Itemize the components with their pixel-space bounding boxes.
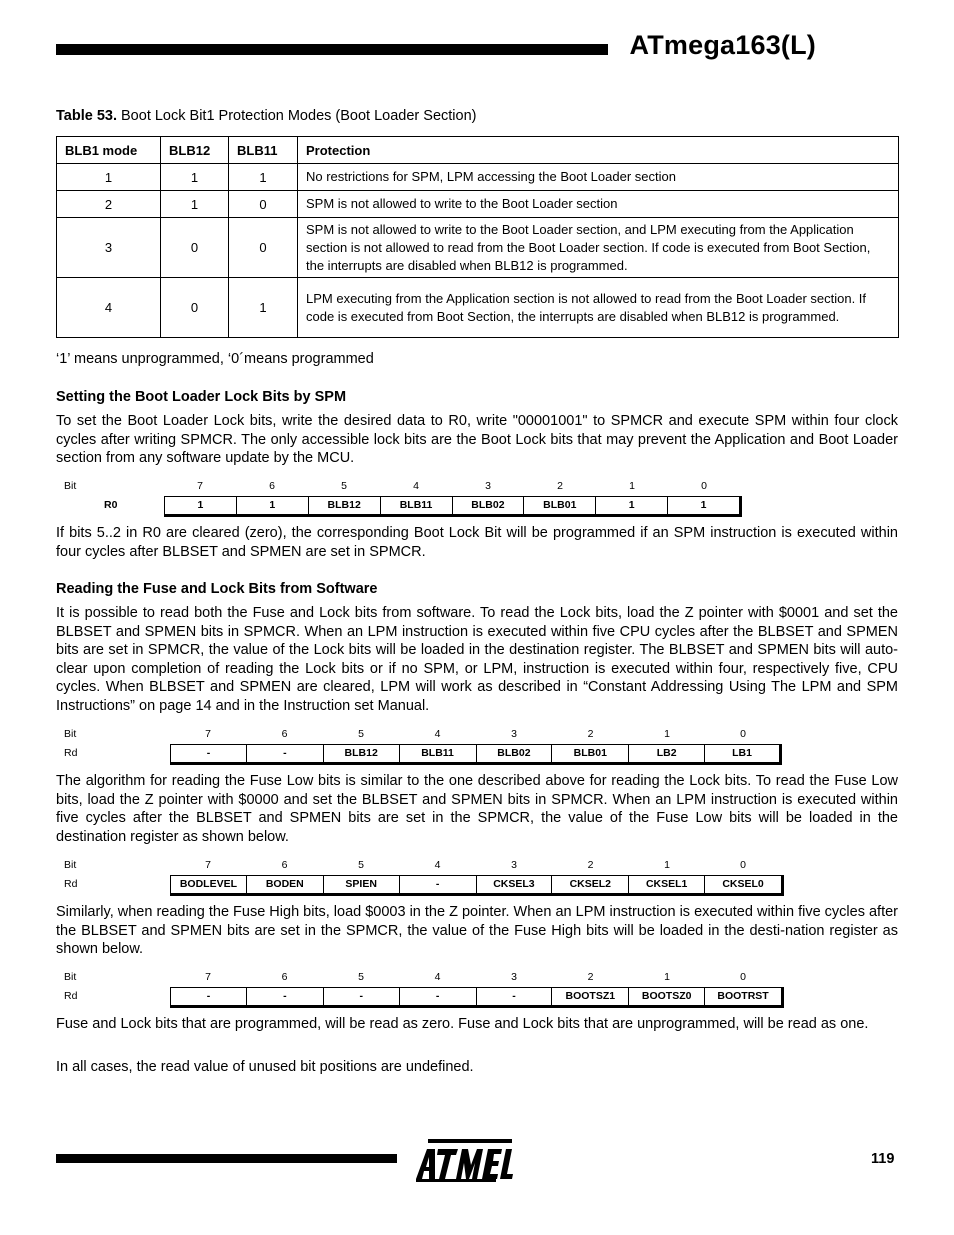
section-heading-reading-fuse-lock-bits: Reading the Fuse and Lock Bits from Software — [56, 581, 378, 597]
bit-cell: BLB12 — [309, 497, 381, 514]
bit-cell: 1 — [700, 499, 707, 511]
bit-label: Bit — [64, 728, 77, 740]
atmel-logo-icon — [414, 1137, 514, 1188]
table-cell: No restrictions for SPM, LPM accessing the Boot Loader section — [298, 164, 899, 191]
table-header-cell: BLB12 — [161, 137, 229, 164]
bit-cell: BOOTRST — [717, 990, 769, 1002]
header-rule — [56, 44, 608, 55]
bit-number: 5 — [358, 728, 364, 740]
page-title: ATmega163(L) — [629, 30, 816, 60]
bit-cell: BLB11 — [381, 497, 453, 514]
bit-cell: - — [171, 745, 247, 762]
register-name: R0 — [104, 499, 118, 511]
r0-explanation-paragraph: If bits 5..2 in R0 are cleared (zero), the corresponding Boot Lock Bit will be programmed if an SPM instruction is executed within four cycles after BLBSET and SPMEN are set in SPMCR. — [56, 525, 898, 560]
undefined-bits-paragraph: In all cases, the read value of unused bit positions are undefined. — [56, 1059, 474, 1075]
bit-number: 2 — [587, 971, 594, 983]
bit-cell: 1 — [165, 497, 237, 514]
bit-cell: BLB02 — [453, 497, 525, 514]
bit-number: 5 — [341, 480, 347, 492]
bit-cell: - — [324, 988, 400, 1005]
bit-number: 3 — [511, 859, 517, 871]
read-zero-paragraph: Fuse and Lock bits that are programmed, will be read as zero. Fuse and Lock bits that are unprogrammed, will be read as one. — [56, 1016, 869, 1032]
table-cell: 4 — [57, 278, 161, 338]
programmed-note: ‘1’ means unprogrammed, ‘0´means programmed — [56, 351, 374, 367]
bit-number: 0 — [740, 971, 746, 983]
bit-cell: CKSEL1 — [629, 876, 705, 893]
register-name: Rd — [64, 747, 78, 759]
bit-cell: - — [400, 876, 477, 893]
bit-cell: - — [247, 988, 324, 1005]
bit-cell: BOOTSZ0 — [629, 988, 705, 1005]
bit-number: 6 — [269, 480, 275, 492]
table-cell: 1 — [161, 164, 229, 191]
section-paragraph: It is possible to read both the Fuse and Lock bits from software. To read the Lock bits, load the Z pointer with $0001 and set the BLBSET and SPMEN bits in SPMCR. When an LPM instruction is executed within five CPU cycles after the BLBSET and SPMEN bits are set in SPMCR, the value of the Lock bits will be loaded in the destination register. The BLBSET and SPMEN bits will auto-clear upon completion of reading the Lock bits or if no SPM, or LPM, instruction is executed within four, respectively five, CPU cycles. When BLBSET and SPMEN are cleared, LPM will work as described in “Constant Addressing Using The LPM and SPM Instructions” on page 14 and in the Instruction set Manual. — [56, 605, 898, 714]
bit-number: 1 — [664, 971, 670, 983]
table-cell: 0 — [229, 218, 298, 278]
bit-cell: LB1 — [732, 747, 752, 759]
bit-number: 3 — [511, 728, 517, 740]
bit-cell: BLB02 — [477, 745, 553, 762]
table-cell: 1 — [57, 164, 161, 191]
table-cell: 2 — [57, 191, 161, 218]
section-paragraph: To set the Boot Loader Lock bits, write the desired data to R0, write "00001001" to SPMCR and execute SPM within four clock cycles after writing SPMCR. The only accessible lock bits are the Boot Lock bits that may prevent the Application and Boot Loader section from any software update by the MCU. — [56, 413, 898, 467]
bit-number: 4 — [434, 971, 441, 983]
table-caption-label: Table 53. — [56, 108, 117, 124]
bit-number: 2 — [587, 859, 594, 871]
fuse-high-paragraph: Similarly, when reading the Fuse High bits, load $0003 in the Z pointer. When an LPM instruction is executed within five cycles after the BLBSET and SPMEN bits are set in the SPMCR, the value of the Fuse High bits will be loaded in the desti-nation register as shown below. — [56, 904, 898, 958]
bit-number: 1 — [664, 728, 670, 740]
bit-cell: - — [400, 988, 477, 1005]
table-header-row — [57, 137, 899, 164]
table-row — [57, 278, 899, 338]
bit-cell: BODEN — [247, 876, 324, 893]
boot-lock-bit1-table — [56, 136, 899, 338]
register-cells — [170, 987, 784, 1008]
page-number: 119 — [871, 1151, 895, 1167]
table-caption — [56, 108, 476, 124]
table-cell: SPM is not allowed to write to the Boot Loader section, and LPM executing from the Application section is not allowed to read from the Boot Loader section. If code is executed from Boot Section, the interrupts are disabled when BLB12 is programmed. — [298, 218, 899, 278]
bit-cell: SPIEN — [324, 876, 400, 893]
table-cell: 0 — [229, 191, 298, 218]
register-cells — [170, 744, 782, 765]
section-heading-setting-lock-bits: Setting the Boot Loader Lock Bits by SPM — [56, 389, 347, 405]
bit-number: 6 — [281, 728, 288, 740]
bit-cell: BODLEVEL — [171, 876, 247, 893]
bit-number: 7 — [205, 971, 211, 983]
table-cell: 1 — [161, 191, 229, 218]
bit-number: 4 — [413, 480, 419, 492]
table-cell: SPM is not allowed to write to the Boot Loader section — [298, 191, 899, 218]
bit-number: 5 — [358, 859, 364, 871]
table-row — [57, 164, 899, 191]
table-caption-text: Boot Lock Bit1 Protection Modes (Boot Loader Section) — [121, 108, 477, 124]
bit-cell: LB2 — [629, 745, 705, 762]
bit-cell: BLB01 — [524, 497, 596, 514]
bit-number: 3 — [485, 480, 491, 492]
bit-label: Bit — [64, 859, 77, 871]
register-name: Rd — [64, 878, 78, 890]
bit-number: 3 — [511, 971, 517, 983]
table-cell: 1 — [229, 278, 298, 338]
bit-cell: BLB01 — [552, 745, 629, 762]
bit-number: 0 — [740, 859, 746, 871]
table-cell: 3 — [57, 218, 161, 278]
bit-cell: - — [247, 745, 324, 762]
bit-number: 2 — [587, 728, 594, 740]
bit-number: 4 — [434, 728, 441, 740]
fuse-low-paragraph: The algorithm for reading the Fuse Low bits is similar to the one described above for reading the Lock bits. To read the Fuse Low bits, load the Z pointer with $0000 and set the BLBSET and SPMEN bits in SPMCR. When an LPM instruction is executed within five cycles after the BLBSET and SPMEN bits are set in the SPMCR, the value of the Fuse Low bits will be loaded in the destination register as shown below. — [56, 773, 898, 845]
bit-number: 0 — [701, 480, 707, 492]
bit-cell: CKSEL0 — [722, 878, 764, 890]
table-cell: LPM executing from the Application section is not allowed to read from the Boot Loader section. If code is executed from Boot Section, the interrupts are disabled when BLB12 is programmed. — [298, 278, 899, 338]
bit-cell: CKSEL3 — [477, 876, 553, 893]
table-row — [57, 191, 899, 218]
bit-label: Bit — [64, 480, 77, 492]
bit-number: 0 — [740, 728, 746, 740]
table-cell: 0 — [161, 218, 229, 278]
bit-cell: CKSEL2 — [552, 876, 629, 893]
bit-number: 1 — [664, 859, 670, 871]
table-header-cell: BLB11 — [229, 137, 298, 164]
bit-cell: - — [477, 988, 553, 1005]
bit-cell: - — [171, 988, 247, 1005]
table-row — [57, 218, 899, 278]
register-name: Rd — [64, 990, 78, 1002]
bit-number: 6 — [281, 859, 288, 871]
bit-cell: BLB12 — [324, 745, 400, 762]
bit-cell: BLB11 — [400, 745, 477, 762]
bit-number: 5 — [358, 971, 364, 983]
bit-number: 7 — [205, 728, 211, 740]
table-cell: 1 — [229, 164, 298, 191]
register-cells — [170, 875, 784, 896]
bit-number: 7 — [205, 859, 211, 871]
footer-rule — [56, 1154, 397, 1163]
bit-number: 2 — [557, 480, 563, 492]
register-cells — [164, 496, 742, 517]
bit-cell: 1 — [596, 497, 668, 514]
bit-cell: BOOTSZ1 — [552, 988, 629, 1005]
bit-cell: 1 — [237, 497, 309, 514]
bit-number: 6 — [281, 971, 288, 983]
bit-number: 4 — [434, 859, 441, 871]
table-cell: 0 — [161, 278, 229, 338]
table-header-cell: Protection — [298, 137, 899, 164]
bit-label: Bit — [64, 971, 77, 983]
table-header-cell: BLB1 mode — [57, 137, 161, 164]
bit-number: 1 — [629, 480, 635, 492]
bit-number: 7 — [197, 480, 203, 492]
